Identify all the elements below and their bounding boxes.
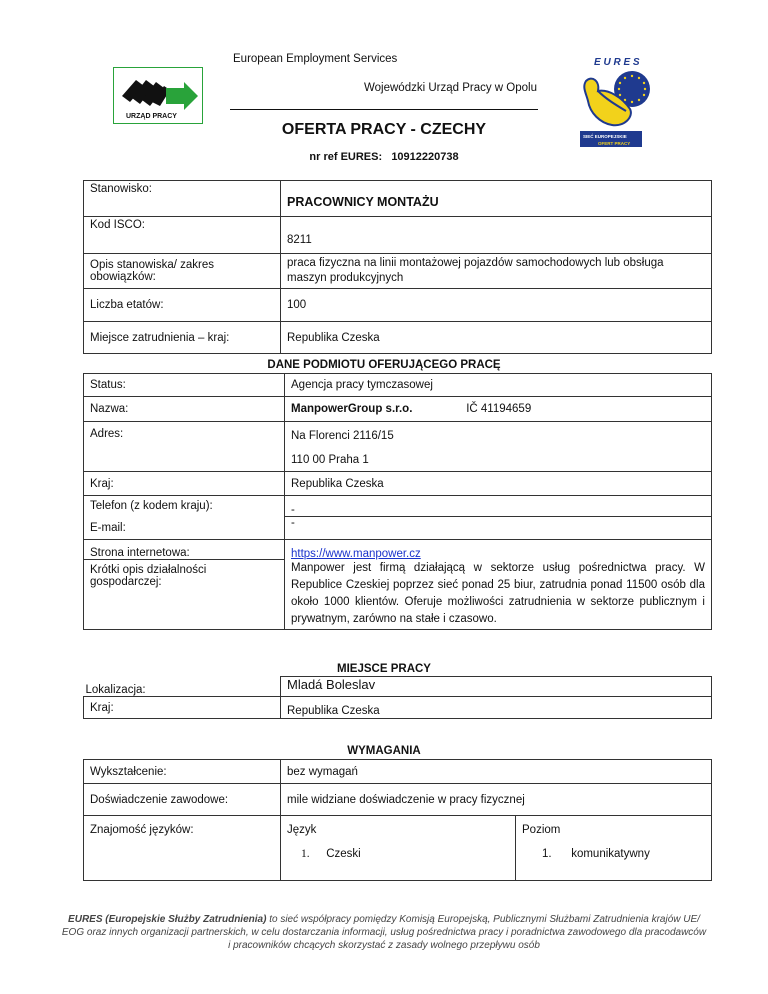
table-row xyxy=(84,496,712,517)
table-row xyxy=(84,254,712,289)
languages-label: Znajomość języków: xyxy=(84,816,281,881)
table-row xyxy=(84,217,712,254)
website-cell xyxy=(285,540,712,560)
address-label: Adres: xyxy=(84,422,285,472)
requirements-table xyxy=(83,759,712,881)
job-description-value: praca fizyczna na linii montażowej pojazdów samochodowych lub obsługa maszyn produkcyjnych xyxy=(281,254,712,289)
job-title-label: Stanowisko: xyxy=(84,181,281,217)
level-value: komunikatywny xyxy=(571,848,650,860)
level-column-header: Poziom xyxy=(522,824,561,836)
table-row xyxy=(84,540,712,560)
position-table xyxy=(83,180,712,354)
phone-label: Telefon (z kodem kraju): xyxy=(84,496,285,517)
employer-table xyxy=(83,373,712,630)
job-description-label: Opis stanowiska/ zakres obowiązków: xyxy=(84,254,281,289)
job-title-value: PRACOWNICY MONTAŻU xyxy=(281,181,712,217)
language-num: 1. xyxy=(301,848,310,860)
urzad-pracy-logo-icon xyxy=(114,68,201,122)
header-divider xyxy=(230,109,538,110)
status-label: Status: xyxy=(84,374,285,397)
location-value: Mladá Boleslav xyxy=(281,677,712,697)
table-row xyxy=(84,816,712,881)
website-label: Strona internetowa: xyxy=(84,540,285,560)
positions-count-label: Liczba etatów: xyxy=(84,289,281,322)
experience-label: Doświadczenie zawodowe: xyxy=(84,784,281,816)
table-row xyxy=(84,517,712,540)
table-row xyxy=(84,422,712,472)
work-country-value: Republika Czeska xyxy=(281,322,712,354)
language-column xyxy=(281,816,516,881)
svg-text:E U R E S: E U R E S xyxy=(594,57,640,68)
table-row xyxy=(84,697,712,719)
phone-value: - xyxy=(285,496,712,517)
isco-value: 8211 xyxy=(281,217,712,254)
list-item xyxy=(287,848,509,860)
table-row xyxy=(84,760,712,784)
education-value: bez wymagań xyxy=(281,760,712,784)
address-line-1: Na Florenci 2116/15 xyxy=(291,430,394,442)
level-num: 1. xyxy=(542,848,552,860)
table-row xyxy=(84,677,712,697)
org-top: European Employment Services xyxy=(233,53,398,65)
work-country-label: Miejsce zatrudnienia – kraj: xyxy=(84,322,281,354)
table-row xyxy=(84,322,712,354)
footer-bold: EURES (Europejskie Służby Zatrudnienia) xyxy=(68,914,267,925)
business-description-value: Manpower jest firmą działającą w sektorze usług pośrednictwa pracy. W Republice Czeskiej poprzez sieć ponad 25 biur, zatrudnia ponad 11500 osób dla około 1000 klientów. Oferuje możliwości zatrudnienia w sektorze publicznym i prywatnym, zarówno na stałe i czasowo. xyxy=(285,560,712,630)
workplace-country-label: Kraj: xyxy=(84,697,281,719)
footer-note xyxy=(60,913,708,952)
urzad-pracy-logo xyxy=(113,67,203,124)
address-value xyxy=(285,422,712,472)
table-row xyxy=(84,784,712,816)
table-row xyxy=(84,289,712,322)
ref-value: 10912220738 xyxy=(391,151,459,163)
reference-number xyxy=(0,151,768,163)
table-row xyxy=(84,181,712,217)
workplace-country-value: Republika Czeska xyxy=(281,697,712,719)
location-label: Lokalizacja: xyxy=(84,677,281,697)
footer-text: to sieć współpracy pomiędzy Komisją Europejską, Publicznymi Służbami Zatrudnienia krajów UE/ EOG oraz innych organizacji partnerskich, w celu dostarczania informacji, usług pośrednictwa pracy i poradnictwa zawodowego dla pracodawców i pracowników chcących skorzystać z zasady wolnego przepływu osób xyxy=(61,914,707,951)
table-row xyxy=(84,374,712,397)
isco-label: Kod ISCO: xyxy=(84,217,281,254)
country-value: Republika Czeska xyxy=(285,472,712,496)
level-column xyxy=(516,816,712,881)
education-label: Wykształcenie: xyxy=(84,760,281,784)
email-value: - xyxy=(285,517,712,540)
requirements-section-title: WYMAGANIA xyxy=(347,745,421,757)
svg-text:URZĄD PRACY: URZĄD PRACY xyxy=(126,113,177,120)
business-description-label: Krótki opis działalności gospodarczej: xyxy=(84,560,285,630)
svg-text:SIEĆ EUROPEJSKIE: SIEĆ EUROPEJSKIE xyxy=(583,134,627,139)
ref-label: nr ref EURES: xyxy=(309,151,383,163)
page-title: OFERTA PRACY - CZECHY xyxy=(281,121,487,138)
country-label: Kraj: xyxy=(84,472,285,496)
company-name-label: Nazwa: xyxy=(84,397,285,422)
language-column-header: Język xyxy=(287,824,317,836)
address-line-2: 110 00 Praha 1 xyxy=(291,454,369,466)
language-name: Czeski xyxy=(326,848,361,860)
employer-section-title: DANE PODMIOTU OFERUJĄCEGO PRACĘ xyxy=(267,359,501,371)
svg-text:OFERT PRACY: OFERT PRACY xyxy=(598,141,631,146)
list-item xyxy=(522,848,705,860)
table-row xyxy=(84,560,712,630)
table-row xyxy=(84,397,712,422)
experience-value: mile widziane doświadczenie w pracy fizycznej xyxy=(281,784,712,816)
website-link[interactable]: https://www.manpower.cz xyxy=(291,547,421,560)
workplace-table xyxy=(83,676,712,719)
positions-count-value: 100 xyxy=(281,289,712,322)
company-name-value: ManpowerGroup s.r.o. xyxy=(291,403,413,415)
table-row xyxy=(84,472,712,496)
company-name-cell xyxy=(285,397,712,422)
company-ic-value: IČ 41194659 xyxy=(466,403,532,415)
workplace-section-title: MIEJSCE PRACY xyxy=(337,663,431,675)
status-value: Agencja pracy tymczasowej xyxy=(285,374,712,397)
org-sub: Wojewódzki Urząd Pracy w Opolu xyxy=(364,82,537,94)
email-label: E-mail: xyxy=(84,517,285,540)
